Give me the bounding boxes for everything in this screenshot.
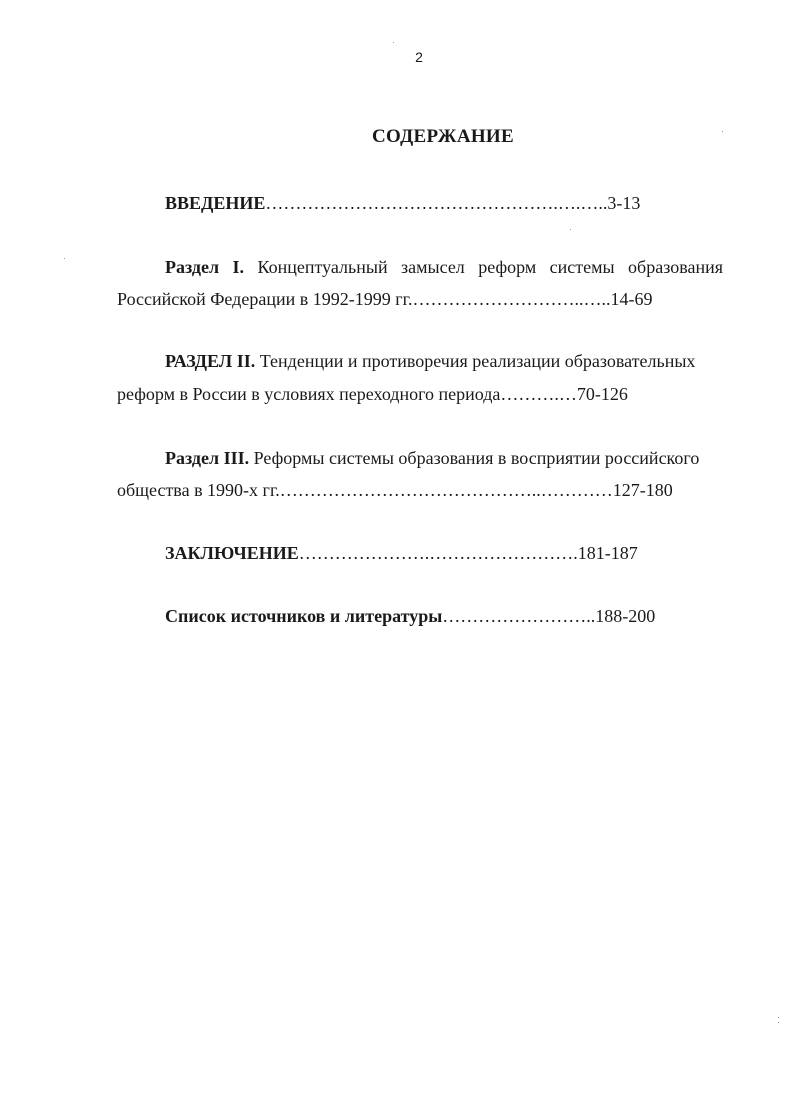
section1-dots: ………………………..….. — [412, 289, 611, 309]
toc-entry-section1-line1 — [165, 257, 723, 277]
section1-text-line1: Концептуальный замысел реформ системы образования — [257, 257, 724, 277]
section2-pages: 70-126 — [576, 384, 628, 404]
page-number: 2 — [415, 49, 423, 65]
toc-entry-section3-line2 — [117, 480, 673, 500]
toc-entry-section1-line2 — [117, 289, 652, 309]
toc-entry-intro — [165, 193, 640, 213]
conclusion-heading: ЗАКЛЮЧЕНИЕ — [165, 543, 299, 563]
toc-entry-section2-line2 — [117, 384, 628, 404]
scan-speck — [570, 229, 571, 230]
section2-dots: ……….… — [500, 384, 577, 404]
section2-text-line1: Тенденции и противоречия реализации образовательных — [259, 351, 696, 371]
section1-text-line2: Российской Федерации в 1992-1999 гг. — [117, 289, 413, 309]
section1-pages: 14-69 — [610, 289, 653, 309]
toc-entry-sources — [165, 606, 655, 626]
scan-speck — [778, 1017, 779, 1018]
scan-speck — [722, 131, 723, 132]
sources-dots: …………………….. — [442, 606, 596, 626]
toc-entry-conclusion — [165, 543, 638, 563]
intro-pages: 3-13 — [607, 193, 641, 213]
sources-heading: Список источников и литературы — [165, 606, 443, 626]
section3-text-line2: общества в 1990-х гг. — [117, 480, 280, 500]
intro-heading: ВВЕДЕНИЕ — [165, 193, 266, 213]
conclusion-pages: 181-187 — [577, 543, 638, 563]
scan-speck — [393, 42, 394, 43]
section3-text-line1: Реформы системы образования в восприятии российского — [253, 448, 700, 468]
sources-pages: 188-200 — [595, 606, 656, 626]
scan-speck — [64, 258, 65, 259]
section1-label: Раздел I. — [165, 257, 245, 277]
toc-title: СОДЕРЖАНИЕ — [372, 126, 514, 147]
section3-label: Раздел III. — [165, 448, 250, 468]
section3-pages: 127-180 — [612, 480, 673, 500]
conclusion-dots: ………………….……………………. — [298, 543, 578, 563]
section3-dots: ……………………………………..………… — [279, 480, 613, 500]
section2-text-line2: реформ в России в условиях переходного периода — [117, 384, 501, 404]
toc-entry-section2-line1 — [165, 351, 695, 371]
scan-speck — [778, 1022, 779, 1023]
intro-dots: ………………………………………….….….. — [265, 193, 608, 213]
toc-entry-section3-line1 — [165, 448, 699, 468]
section2-label: РАЗДЕЛ II. — [165, 351, 256, 371]
